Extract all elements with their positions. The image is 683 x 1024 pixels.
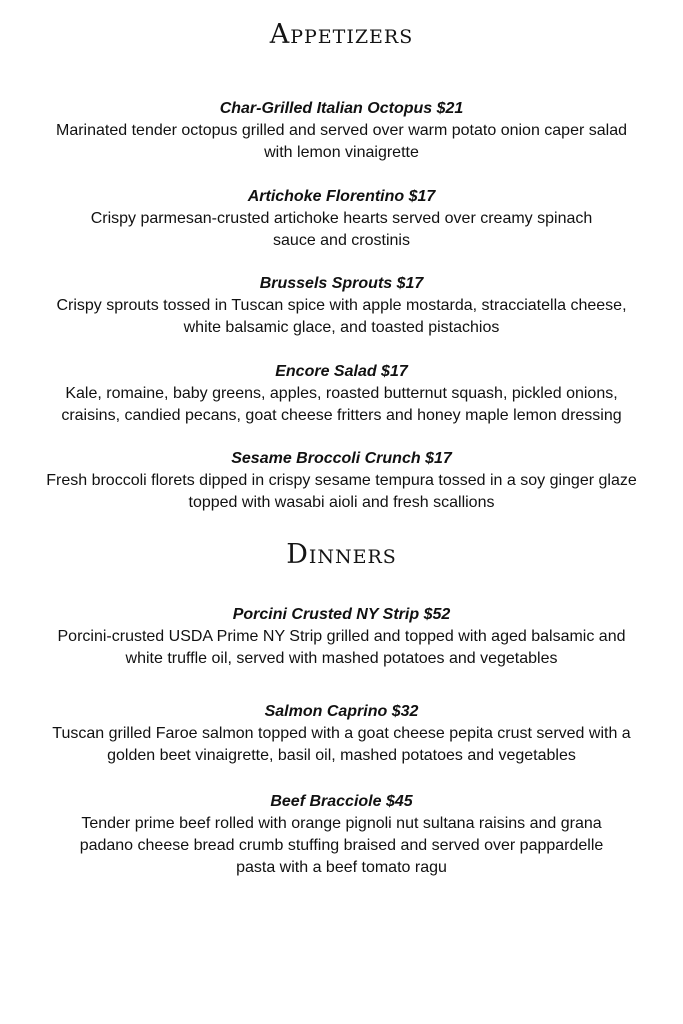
item-description-line: golden beet vinaigrette, basil oil, mashed potatoes and vegetables — [107, 747, 576, 764]
item-description-line: Kale, romaine, baby greens, apples, roasted butternut squash, pickled onions, — [65, 385, 618, 402]
item-title: Beef Bracciole $45 — [270, 793, 413, 810]
item-title: Brussels Sprouts $17 — [259, 275, 424, 292]
item-title: Artichoke Florentino $17 — [247, 188, 436, 205]
menu-item-brussels-sprouts — [0, 273, 683, 339]
item-description-line: pasta with a beef tomato ragu — [236, 859, 447, 876]
item-description-line: Tuscan grilled Faroe salmon topped with a goat cheese pepita crust served with a — [52, 725, 631, 742]
dinners-heading: Dinners — [286, 539, 397, 570]
menu-item-artichoke — [0, 186, 683, 252]
item-title: Salmon Caprino $32 — [264, 703, 419, 720]
item-title: Sesame Broccoli Crunch $17 — [231, 450, 452, 467]
menu-item-encore-salad — [0, 361, 683, 427]
item-description-line: Fresh broccoli florets dipped in crispy sesame tempura tossed in a soy ginger glaze — [46, 472, 637, 489]
item-description-line: white balsamic glace, and toasted pistachios — [183, 319, 500, 336]
item-description-line: craisins, candied pecans, goat cheese fritters and honey maple lemon dressing — [61, 407, 622, 424]
menu-item-octopus — [0, 98, 683, 164]
appetizers-heading: Appetizers — [269, 19, 414, 50]
item-description-line: Marinated tender octopus grilled and served over warm potato onion caper salad — [56, 122, 627, 139]
menu-item-ny-strip — [0, 604, 683, 670]
item-description-line: Crispy parmesan-crusted artichoke hearts served over creamy spinach — [90, 210, 593, 227]
item-title: Char-Grilled Italian Octopus $21 — [219, 100, 464, 117]
item-title: Encore Salad $17 — [275, 363, 408, 380]
item-description-line: padano cheese bread crumb stuffing braised and served over pappardelle — [79, 837, 604, 854]
item-description-line: Crispy sprouts tossed in Tuscan spice with apple mostarda, stracciatella cheese, — [56, 297, 627, 314]
item-description-line: with lemon vinaigrette — [264, 144, 419, 161]
item-description-line: Porcini-crusted USDA Prime NY Strip grilled and topped with aged balsamic and — [57, 628, 626, 645]
menu-item-beef-bracciole — [0, 791, 683, 879]
item-description-line: topped with wasabi aioli and fresh scallions — [188, 494, 495, 511]
item-description-line: sauce and crostinis — [273, 232, 410, 249]
item-title: Porcini Crusted NY Strip $52 — [232, 606, 451, 623]
menu-item-sesame-broccoli — [0, 448, 683, 514]
menu-item-salmon-caprino — [0, 701, 683, 767]
item-description-line: Tender prime beef rolled with orange pignoli nut sultana raisins and grana — [81, 815, 602, 832]
item-description-line: white truffle oil, served with mashed potatoes and vegetables — [125, 650, 558, 667]
